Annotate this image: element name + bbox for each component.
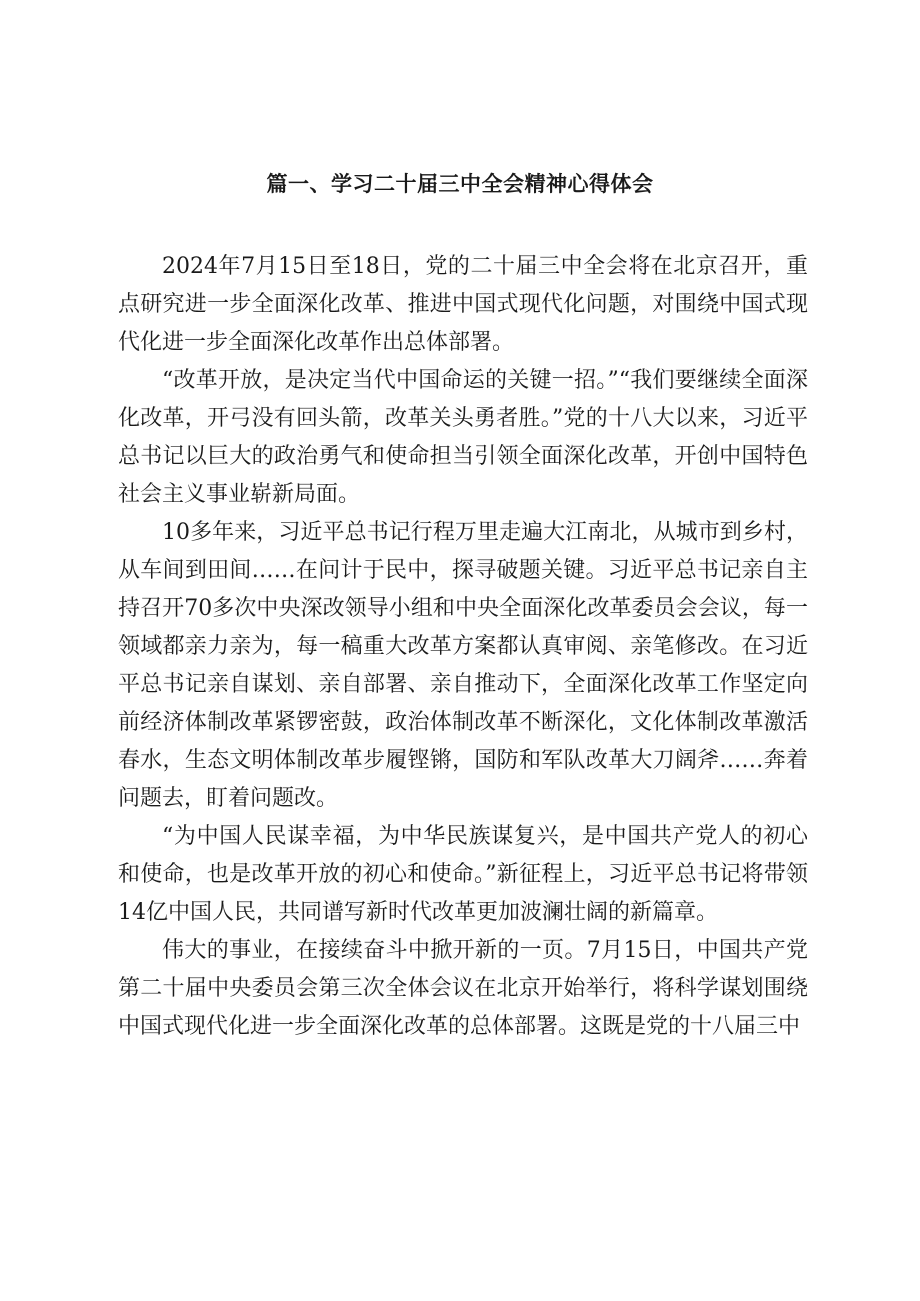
paragraph-2: “改革开放，是决定当代中国命运的关键一招。”“我们要继续全面深化改革，开弓没有回头箭，改革关头勇者胜。”党的十八大以来，习近平总书记以巨大的政治勇气和使命担当引领全面深化改革，开创中国特色社会主义事业崭新局面。 (118, 368, 808, 507)
document-body (118, 248, 808, 1046)
paragraph-5: 伟大的事业，在接续奋斗中掀开新的一页。7月15日，中国共产党第二十届中央委员会第三次全体会议在北京开始举行，将科学谋划围绕中国式现代化进一步全面深化改革的总体部署。这既是党的十八届三中 (118, 938, 808, 1039)
paragraph-1: 2024年7月15日至18日，党的二十届三中全会将在北京召开，重点研究进一步全面深化改革、推进中国式现代化问题，对围绕中国式现代化进一步全面深化改革作出总体部署。 (118, 254, 808, 355)
paragraph-3: 10多年来，习近平总书记行程万里走遍大江南北，从城市到乡村，从车间到田间……在问计于民中，探寻破题关键。习近平总书记亲自主持召开70多次中央深改领导小组和中央全面深化改革委员会会议，每一领域都亲力亲为，每一稿重大改革方案都认真审阅、亲笔修改。在习近平总书记亲自谋划、亲自部署、亲自推动下，全面深化改革工作坚定向前经济体制改革紧锣密鼓，政治体制改革不断深化，文化体制改革激活春水，生态文明体制改革步履铿锵，国防和军队改革大刀阔斧……奔着问题去，盯着问题改。 (118, 520, 808, 811)
paragraph-4: “为中国人民谋幸福，为中华民族谋复兴，是中国共产党人的初心和使命，也是改革开放的初心和使命。”新征程上，习近平总书记将带领14亿中国人民，共同谱写新时代改革更加波澜壮阔的新篇章。 (118, 824, 808, 925)
document-title: 篇一、学习二十届三中全会精神心得体会 (266, 172, 654, 196)
